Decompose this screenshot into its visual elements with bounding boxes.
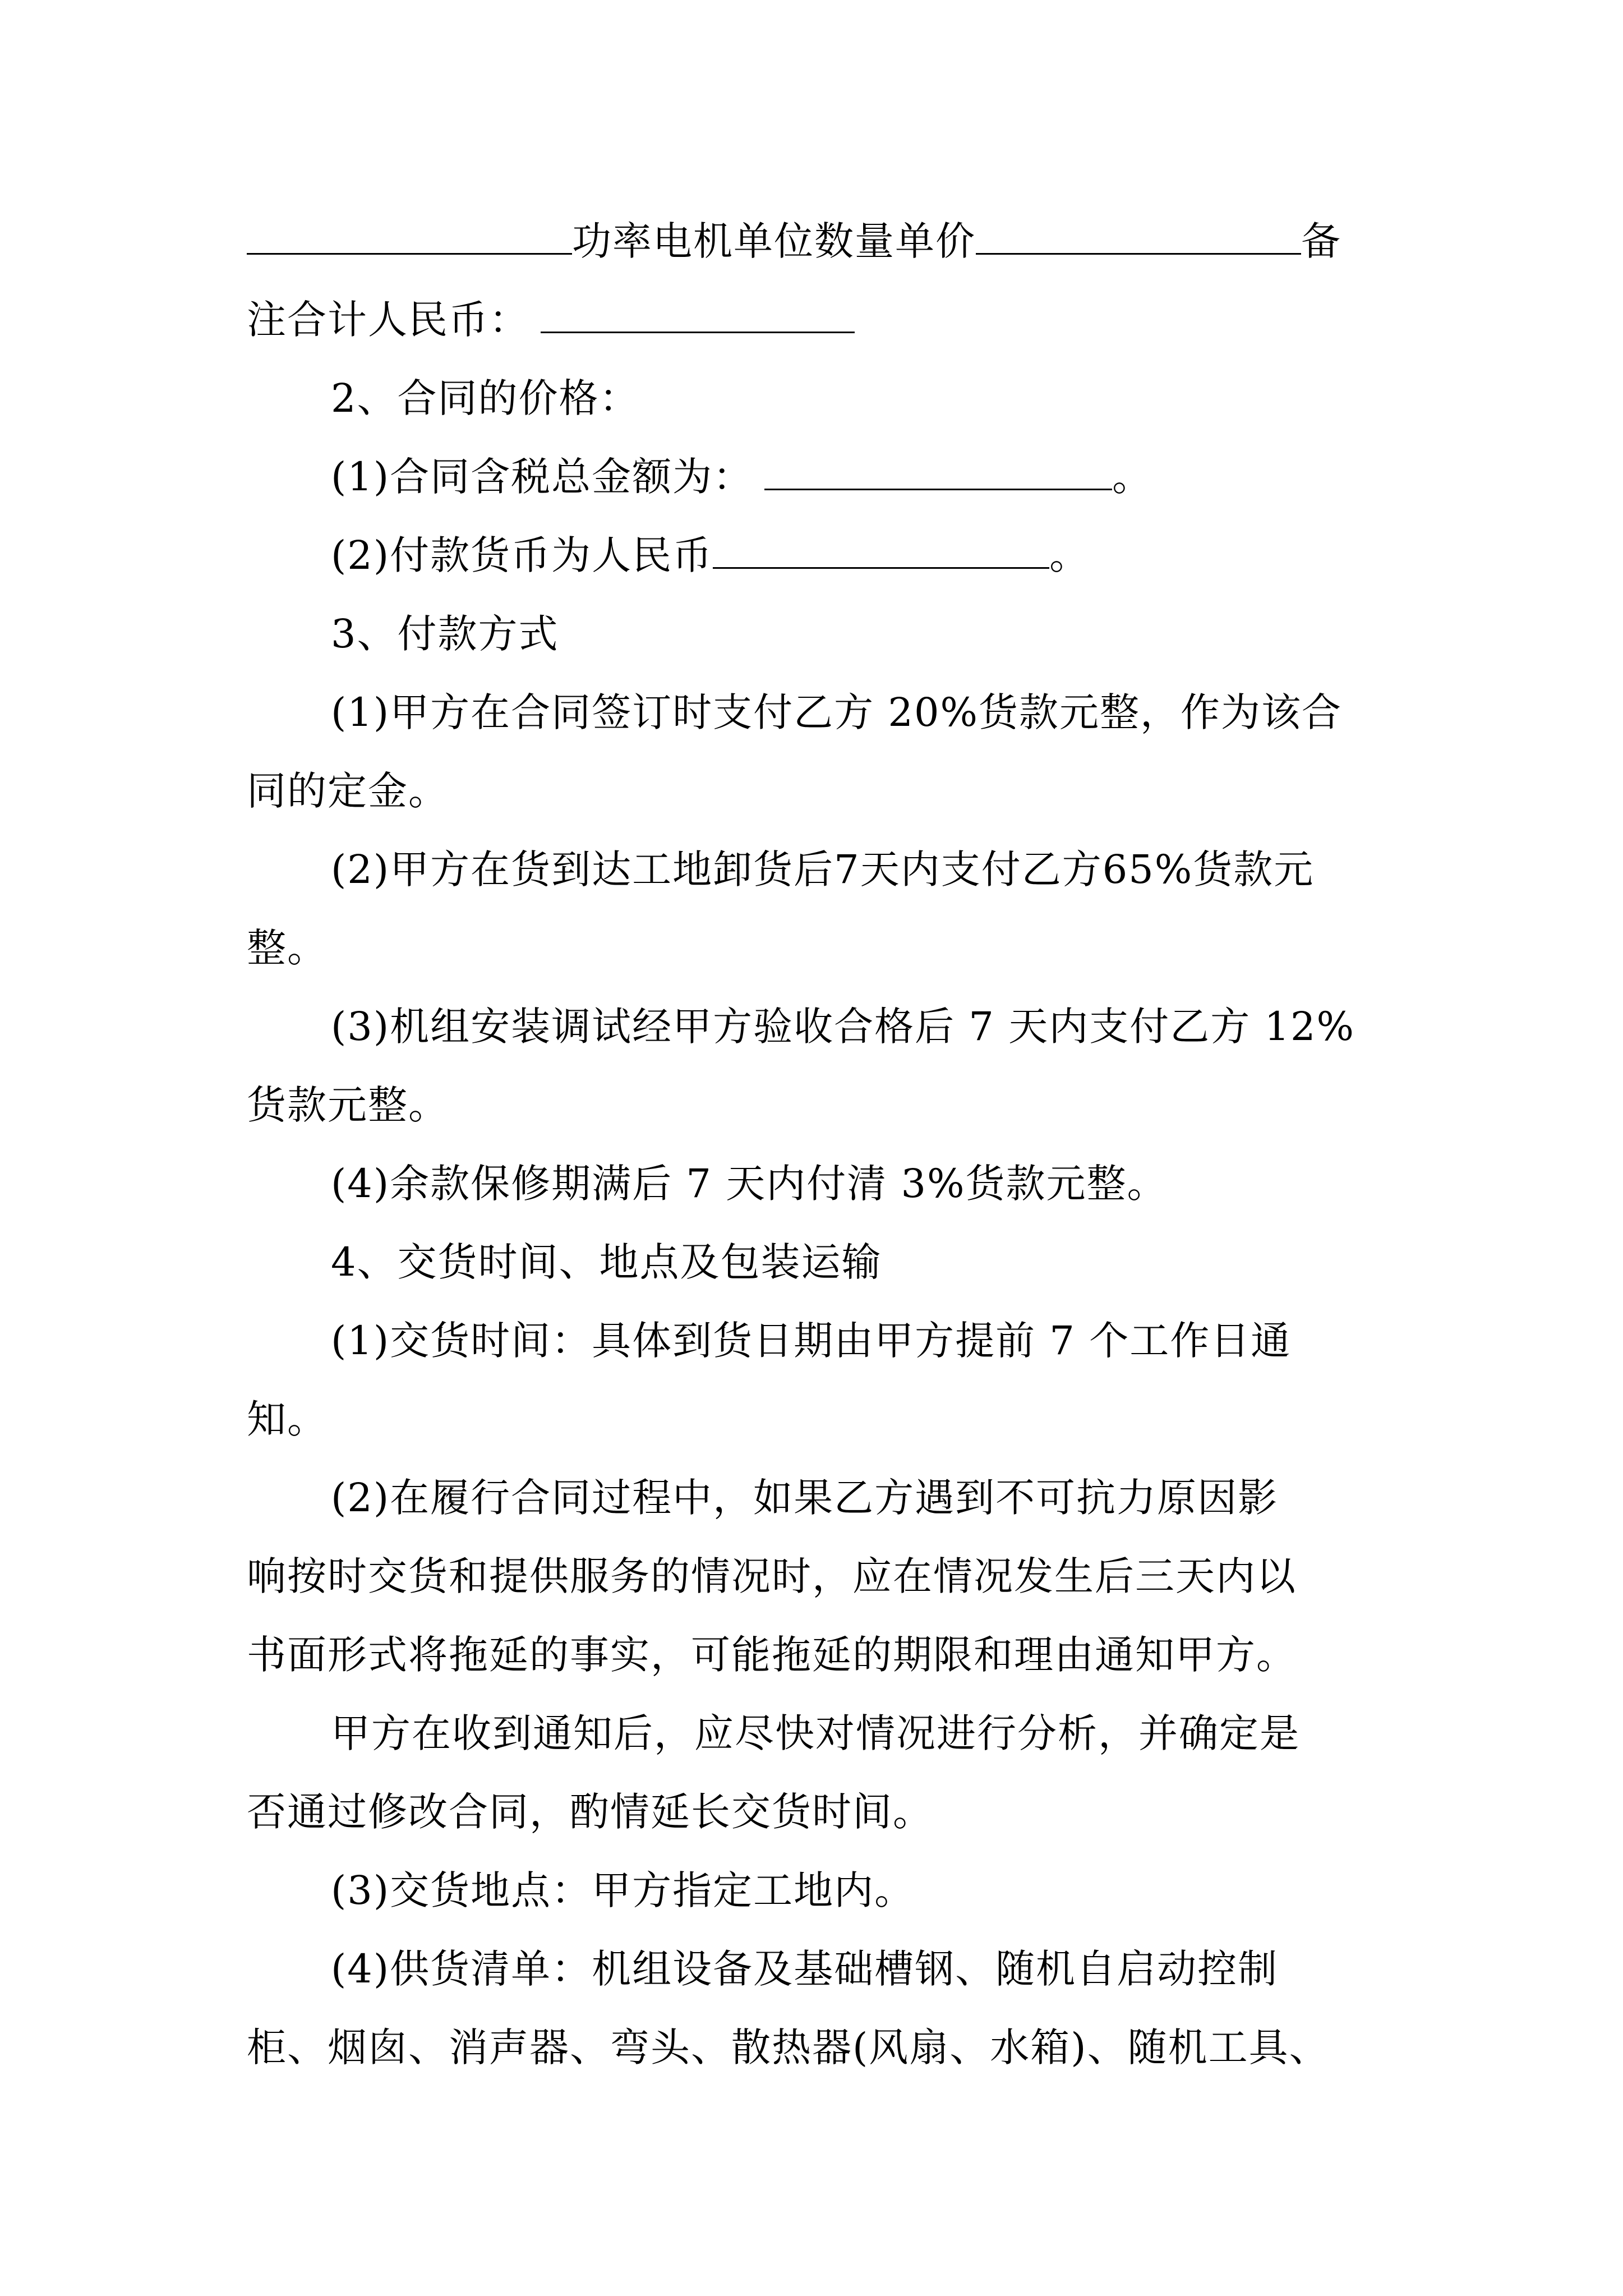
paragraph-text: (4)余款保修期满后 7 天内付清 3%货款元整。 [331,1161,1168,1207]
paragraph-text: 货款元整。 [247,1082,449,1128]
clause-text: (1)合同含税总金额为： [331,454,754,500]
paragraph-line [331,673,1464,752]
paragraph-line [331,830,1464,909]
paragraph-text: (3)机组安装调试经甲方验收合格后 7 天内支付乙方 12% [331,1004,1355,1050]
paragraph-line [331,1144,1464,1223]
paragraph-line [247,1616,1380,1694]
paragraph-line [331,1301,1464,1380]
paragraph-line [331,1458,1464,1537]
table-header-line [247,202,1380,280]
table-header-note: 备 [1301,218,1341,264]
paragraph-text: 同的定金。 [247,768,449,814]
paragraph-line [247,2008,1380,2087]
paragraph-line [247,1066,1380,1144]
paragraph-text: 知。 [247,1396,328,1442]
paragraph-text: 否通过修改合同，酌情延长交货时间。 [247,1789,933,1835]
paragraph-line [247,1773,1380,1851]
table-header-text: 功率电机单位数量单价 [572,218,976,264]
paragraph-line [247,909,1380,987]
paragraph-line [247,1380,1380,1458]
fill-in-blank [247,224,572,255]
paragraph-line [331,1930,1464,2008]
section-heading [331,595,1464,673]
fill-in-blank [541,302,855,333]
paragraph-line [331,987,1464,1066]
section-title: 4、交货时间、地点及包装运输 [331,1239,882,1285]
fill-in-blank [713,538,1049,569]
paragraph-text: 整。 [247,925,328,971]
paragraph-text: 甲方在收到通知后，应尽快对情况进行分析，并确定是 [331,1710,1300,1756]
paragraph-text: (2)在履行合同过程中，如果乙方遇到不可抗力原因影 [331,1475,1279,1521]
fill-in-blank [976,224,1301,255]
paragraph-text: (3)交货地点：甲方指定工地内。 [331,1867,915,1913]
paragraph-text: (1)甲方在合同签订时支付乙方 20%货款元整，作为该合 [331,689,1342,735]
section-heading [331,1223,1464,1301]
clause-text: (2)付款货币为人民币 [331,532,713,578]
section-title: 2、合同的价格： [331,375,640,421]
fill-in-blank [764,459,1112,490]
paragraph-line [331,1694,1464,1773]
clause-line [331,438,1464,516]
clause-line [331,516,1464,595]
total-rmb-line [247,280,1380,359]
paragraph-text: (4)供货清单：机组设备及基础槽钢、随机自启动控制 [331,1946,1279,1992]
paragraph-text: (2)甲方在货到达工地卸货后7天内支付乙方65%货款元 [331,846,1315,892]
clause-suffix: 。 [1112,454,1153,500]
paragraph-text: (1)交货时间：具体到货日期由甲方提前 7 个工作日通 [331,1318,1292,1364]
paragraph-text: 响按时交货和提供服务的情况时，应在情况发生后三天内以 [247,1553,1297,1599]
section-heading [331,359,1464,438]
paragraph-line [247,1537,1380,1616]
paragraph-text: 书面形式将拖延的事实，可能拖延的期限和理由通知甲方。 [247,1632,1297,1678]
paragraph-text: 柜、烟囱、消声器、弯头、散热器(风扇、水箱)、随机工具、 [247,2024,1330,2070]
clause-suffix: 。 [1049,532,1090,578]
paragraph-line [331,1851,1464,1930]
total-rmb-label: 注合计人民币： [247,297,529,343]
paragraph-line [247,752,1380,830]
section-title: 3、付款方式 [331,611,559,657]
